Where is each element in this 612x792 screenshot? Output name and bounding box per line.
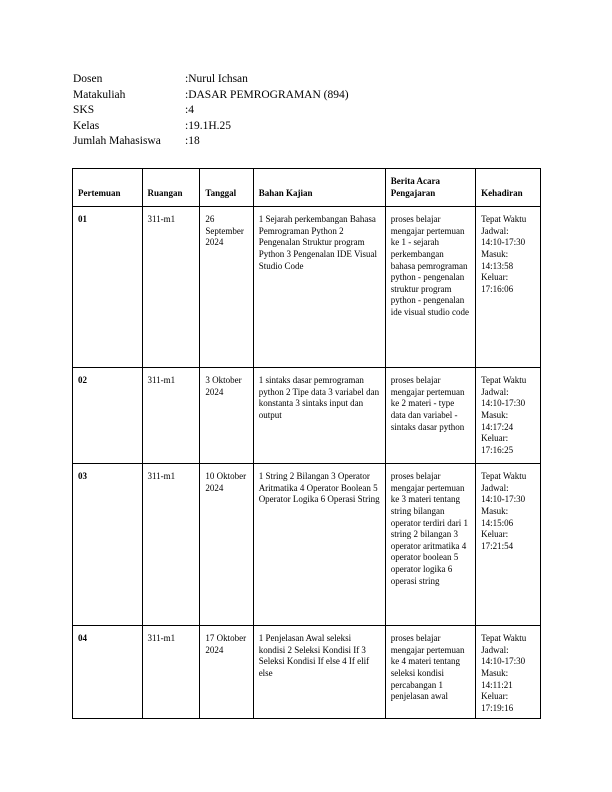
cell-kehadiran: Tepat Waktu Jadwal: 14:10-17:30 Masuk: 14:11:21 Keluar: 17:19:16 bbox=[476, 626, 541, 719]
header-pertemuan: Pertemuan bbox=[73, 169, 143, 207]
cell-tanggal: 17 Oktober 2024 bbox=[200, 626, 253, 719]
info-row-dosen bbox=[73, 72, 349, 88]
header-berita-acara: Berita Acara Pengajaran bbox=[385, 169, 475, 207]
cell-pertemuan: 01 bbox=[73, 207, 143, 368]
cell-tanggal: 3 Oktober 2024 bbox=[200, 368, 253, 464]
info-row-jumlah-mahasiswa bbox=[73, 134, 349, 150]
cell-bahan-kajian: 1 Sejarah perkembangan Bahasa Pemrograman Python 2 Pengenalan Struktur program Python 3 Pengenalan IDE Visual Studio Code bbox=[253, 207, 385, 368]
info-label: SKS bbox=[73, 104, 95, 116]
info-value: :Nurul Ichsan bbox=[185, 73, 248, 85]
table-row bbox=[73, 207, 541, 368]
info-value: :4 bbox=[185, 104, 194, 116]
info-value: :DASAR PEMROGRAMAN (894) bbox=[185, 88, 349, 101]
info-label: Jumlah Mahasiswa bbox=[73, 135, 161, 147]
cell-berita-acara: proses belajar mengajar pertemuan ke 3 materi tentang string bilangan operator terdiri dari 1 string 2 bilangan 3 operator aritmatika 4 operator boolean 5 operator logika 6 operasi string bbox=[385, 464, 475, 626]
cell-kehadiran: Tepat Waktu Jadwal: 14:10-17:30 Masuk: 14:17:24 Keluar: 17:16:25 bbox=[476, 368, 541, 464]
course-info bbox=[73, 72, 349, 150]
table-row bbox=[73, 626, 541, 719]
info-label: Dosen bbox=[73, 73, 103, 85]
cell-kehadiran: Tepat Waktu Jadwal: 14:10-17:30 Masuk: 14:13:58 Keluar: 17:16:06 bbox=[476, 207, 541, 368]
cell-tanggal: 26 September 2024 bbox=[200, 207, 253, 368]
cell-bahan-kajian: 1 String 2 Bilangan 3 Operator Aritmatika 4 Operator Boolean 5 Operator Logika 6 Operasi String bbox=[253, 464, 385, 626]
header-bahan-kajian: Bahan Kajian bbox=[253, 169, 385, 207]
cell-ruangan: 311-m1 bbox=[142, 368, 200, 464]
info-label: Matakuliah bbox=[73, 88, 126, 101]
info-row-kelas bbox=[73, 119, 349, 135]
cell-kehadiran: Tepat Waktu Jadwal: 14:10-17:30 Masuk: 14:15:06 Keluar: 17:21:54 bbox=[476, 464, 541, 626]
info-row-matakuliah bbox=[73, 88, 349, 104]
cell-pertemuan: 04 bbox=[73, 626, 143, 719]
table-header-row bbox=[73, 169, 541, 207]
cell-berita-acara: proses belajar mengajar pertemuan ke 1 - sejarah perkembangan bahasa pemrograman python - pengenalan struktur program python - pengenalan ide visual studio code bbox=[385, 207, 475, 368]
cell-ruangan: 311-m1 bbox=[142, 626, 200, 719]
table-row bbox=[73, 464, 541, 626]
cell-pertemuan: 02 bbox=[73, 368, 143, 464]
info-row-sks bbox=[73, 103, 349, 119]
info-value: :18 bbox=[185, 135, 200, 147]
attendance-table bbox=[72, 168, 541, 719]
header-tanggal: Tanggal bbox=[200, 169, 253, 207]
cell-ruangan: 311-m1 bbox=[142, 207, 200, 368]
cell-berita-acara: proses belajar mengajar pertemuan ke 2 materi - type data dan variabel - sintaks dasar python bbox=[385, 368, 475, 464]
cell-tanggal: 10 Oktober 2024 bbox=[200, 464, 253, 626]
header-kehadiran: Kehadiran bbox=[476, 169, 541, 207]
table-row bbox=[73, 368, 541, 464]
cell-pertemuan: 03 bbox=[73, 464, 143, 626]
header-ruangan: Ruangan bbox=[142, 169, 200, 207]
cell-bahan-kajian: 1 sintaks dasar pemrograman python 2 Tipe data 3 variabel dan konstanta 3 sintaks input dan output bbox=[253, 368, 385, 464]
cell-bahan-kajian: 1 Penjelasan Awal seleksi kondisi 2 Seleksi Kondisi If 3 Seleksi Kondisi If else 4 If elif else bbox=[253, 626, 385, 719]
cell-ruangan: 311-m1 bbox=[142, 464, 200, 626]
info-label: Kelas bbox=[73, 119, 100, 132]
cell-berita-acara: proses belajar mengajar pertemuan ke 4 materi tentang seleksi kondisi percabangan 1 penjelasan awal bbox=[385, 626, 475, 719]
info-value: :19.1H.25 bbox=[185, 119, 231, 132]
